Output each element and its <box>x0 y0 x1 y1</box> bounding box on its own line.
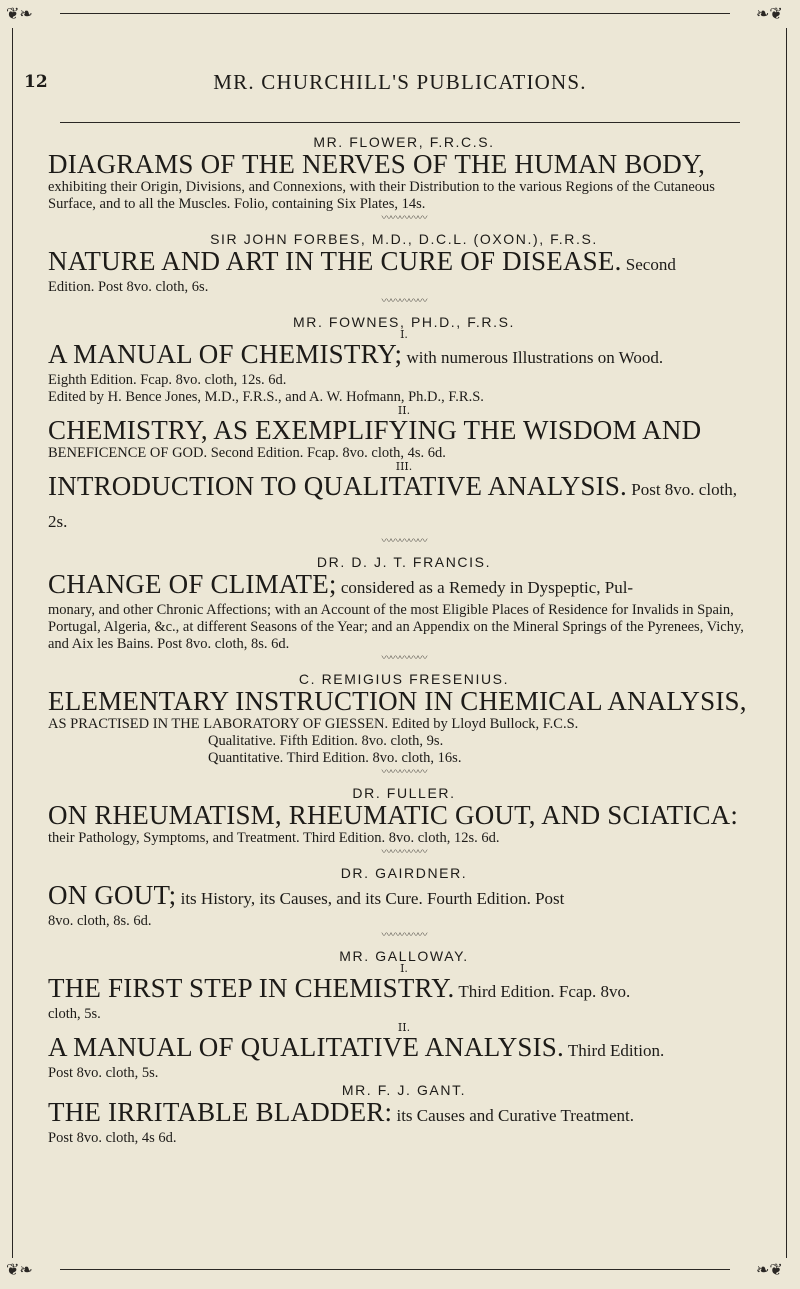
title-continuation: Post 8vo. cloth, 2s. <box>48 480 738 531</box>
author-heading: DR. D. J. T. FRANCIS. <box>316 554 492 570</box>
edition-line: Qualitative. Fifth Edition. 8vo. cloth, 9s. <box>208 733 444 749</box>
book-title <box>48 1033 760 1065</box>
book-description: Post 8vo. cloth, 5s. <box>48 1065 159 1081</box>
title-continuation: Third Edition. Fcap. 8vo. <box>454 982 631 1001</box>
book-title <box>48 416 760 445</box>
author-heading: MR. FOWNES, PH.D., F.R.S. <box>292 314 515 330</box>
author-heading: DR. GAIRDNER. <box>340 865 468 881</box>
title-continuation: its History, its Causes, and its Cure. Fourth Edition. Post <box>176 889 565 908</box>
title-text: THE FIRST STEP IN CHEMISTRY. <box>48 973 455 1003</box>
book-description: monary, and other Chronic Affections; with an Account of the most Eligible Places of Residence for Invalids in Spain, Portugal, Algeria, &c., at different Seasons of the Year; and an Appendix on the Mineral Springs of the Pyrenees, Vichy, and Aix les Bains. Post 8vo. cloth, 8s. 6d. <box>48 602 744 652</box>
title-continuation: its Causes and Curative Treatment. <box>392 1106 634 1125</box>
author-heading: SIR JOHN FORBES, M.D., D.C.L. (OXON.), F.R.S. <box>210 231 598 247</box>
author-heading: DR. FULLER. <box>352 785 456 801</box>
section-divider: 〰〰〰〰〰 <box>381 767 427 778</box>
left-border-rule <box>12 28 13 1258</box>
item-numeral: III. <box>395 460 413 473</box>
author-heading: MR. GALLOWAY. <box>339 948 469 964</box>
book-description: exhibiting their Origin, Divisions, and Connexions, with their Distribution to the various Regions of the Cutaneous Surface, and to all the Muscles. Folio, containing Six Plates, 14s. <box>48 179 715 212</box>
book-title <box>48 1098 760 1130</box>
book-title <box>48 247 760 279</box>
edition-line: Quantitative. Third Edition. 8vo. cloth, 16s. <box>208 750 462 766</box>
section-divider: 〰〰〰〰〰 <box>381 930 427 941</box>
book-description: Eighth Edition. Fcap. 8vo. cloth, 12s. 6d. <box>48 372 287 388</box>
section-divider: 〰〰〰〰〰 <box>381 296 427 307</box>
item-numeral: II. <box>397 404 411 417</box>
item-numeral: I. <box>400 328 408 341</box>
section-divider: 〰〰〰〰〰 <box>381 213 427 224</box>
title-text: CHANGE OF CLIMATE; <box>48 569 337 599</box>
book-description: Post 8vo. cloth, 4s 6d. <box>48 1130 177 1146</box>
title-text: ELEMENTARY INSTRUCTION IN CHEMICAL ANALYSIS, <box>48 686 747 716</box>
author-heading: C. REMIGIUS FRESENIUS. <box>298 671 510 687</box>
section-divider: 〰〰〰〰〰 <box>381 536 427 547</box>
title-continuation: considered as a Remedy in Dyspeptic, Pul- <box>336 578 634 597</box>
title-text: CHEMISTRY, AS EXEMPLIFYING THE WISDOM AND <box>48 415 702 445</box>
book-editors: Edited by H. Bence Jones, M.D., F.R.S., and A. W. Hofmann, Ph.D., F.R.S. <box>48 389 484 405</box>
title-text: A MANUAL OF QUALITATIVE ANALYSIS. <box>48 1032 564 1062</box>
book-title <box>48 340 760 372</box>
corner-ornament-bottom-left: ❦❧ <box>6 1260 33 1279</box>
top-border-rule <box>60 13 730 14</box>
page-number: 12 <box>24 72 48 92</box>
title-text: ON GOUT; <box>48 880 177 910</box>
book-title <box>48 801 760 830</box>
title-continuation: with numerous Illustrations on Wood. <box>402 348 664 367</box>
book-title <box>48 881 760 913</box>
book-description: 8vo. cloth, 8s. 6d. <box>48 913 152 929</box>
title-text: A MANUAL OF CHEMISTRY; <box>48 339 403 369</box>
book-description: Edition. Post 8vo. cloth, 6s. <box>48 279 209 295</box>
book-description: cloth, 5s. <box>48 1006 101 1022</box>
catalogue-content <box>48 134 760 1147</box>
author-heading: MR. F. J. GANT. <box>341 1082 467 1098</box>
corner-ornament-bottom-right: ❧❦ <box>756 1260 783 1279</box>
book-description: AS PRACTISED IN THE LABORATORY OF GIESSEN. Edited by Lloyd Bullock, F.C.S. <box>48 716 579 732</box>
title-text: INTRODUCTION TO QUALITATIVE ANALYSIS. <box>48 471 628 501</box>
right-border-rule <box>786 28 787 1258</box>
book-title <box>48 974 760 1006</box>
title-text: DIAGRAMS OF THE NERVES OF THE HUMAN BODY, <box>48 149 706 179</box>
section-divider: 〰〰〰〰〰 <box>381 847 427 858</box>
header-rule <box>60 122 740 123</box>
book-title <box>48 687 760 716</box>
title-continuation: Third Edition. <box>563 1041 665 1060</box>
title-text: THE IRRITABLE BLADDER: <box>48 1097 393 1127</box>
author-heading: MR. FLOWER, F.R.C.S. <box>313 134 495 150</box>
section-divider: 〰〰〰〰〰 <box>381 653 427 664</box>
book-title <box>48 472 760 536</box>
book-description: BENEFICENCE OF GOD. Second Edition. Fcap. 8vo. cloth, 4s. 6d. <box>48 445 446 461</box>
item-numeral: I. <box>400 962 408 975</box>
running-head: MR. CHURCHILL'S PUBLICATIONS. <box>213 70 587 94</box>
book-title <box>48 570 760 602</box>
book-title <box>48 150 760 179</box>
bottom-border-rule <box>60 1269 730 1270</box>
title-text: NATURE AND ART IN THE CURE OF DISEASE. <box>48 246 622 276</box>
corner-ornament-top-left: ❦❧ <box>6 4 33 23</box>
corner-ornament-top-right: ❧❦ <box>756 4 783 23</box>
title-text: ON RHEUMATISM, RHEUMATIC GOUT, AND SCIATICA: <box>48 800 739 830</box>
title-continuation: Second <box>621 255 676 274</box>
book-description: their Pathology, Symptoms, and Treatment. Third Edition. 8vo. cloth, 12s. 6d. <box>48 830 500 846</box>
item-numeral: II. <box>397 1021 411 1034</box>
